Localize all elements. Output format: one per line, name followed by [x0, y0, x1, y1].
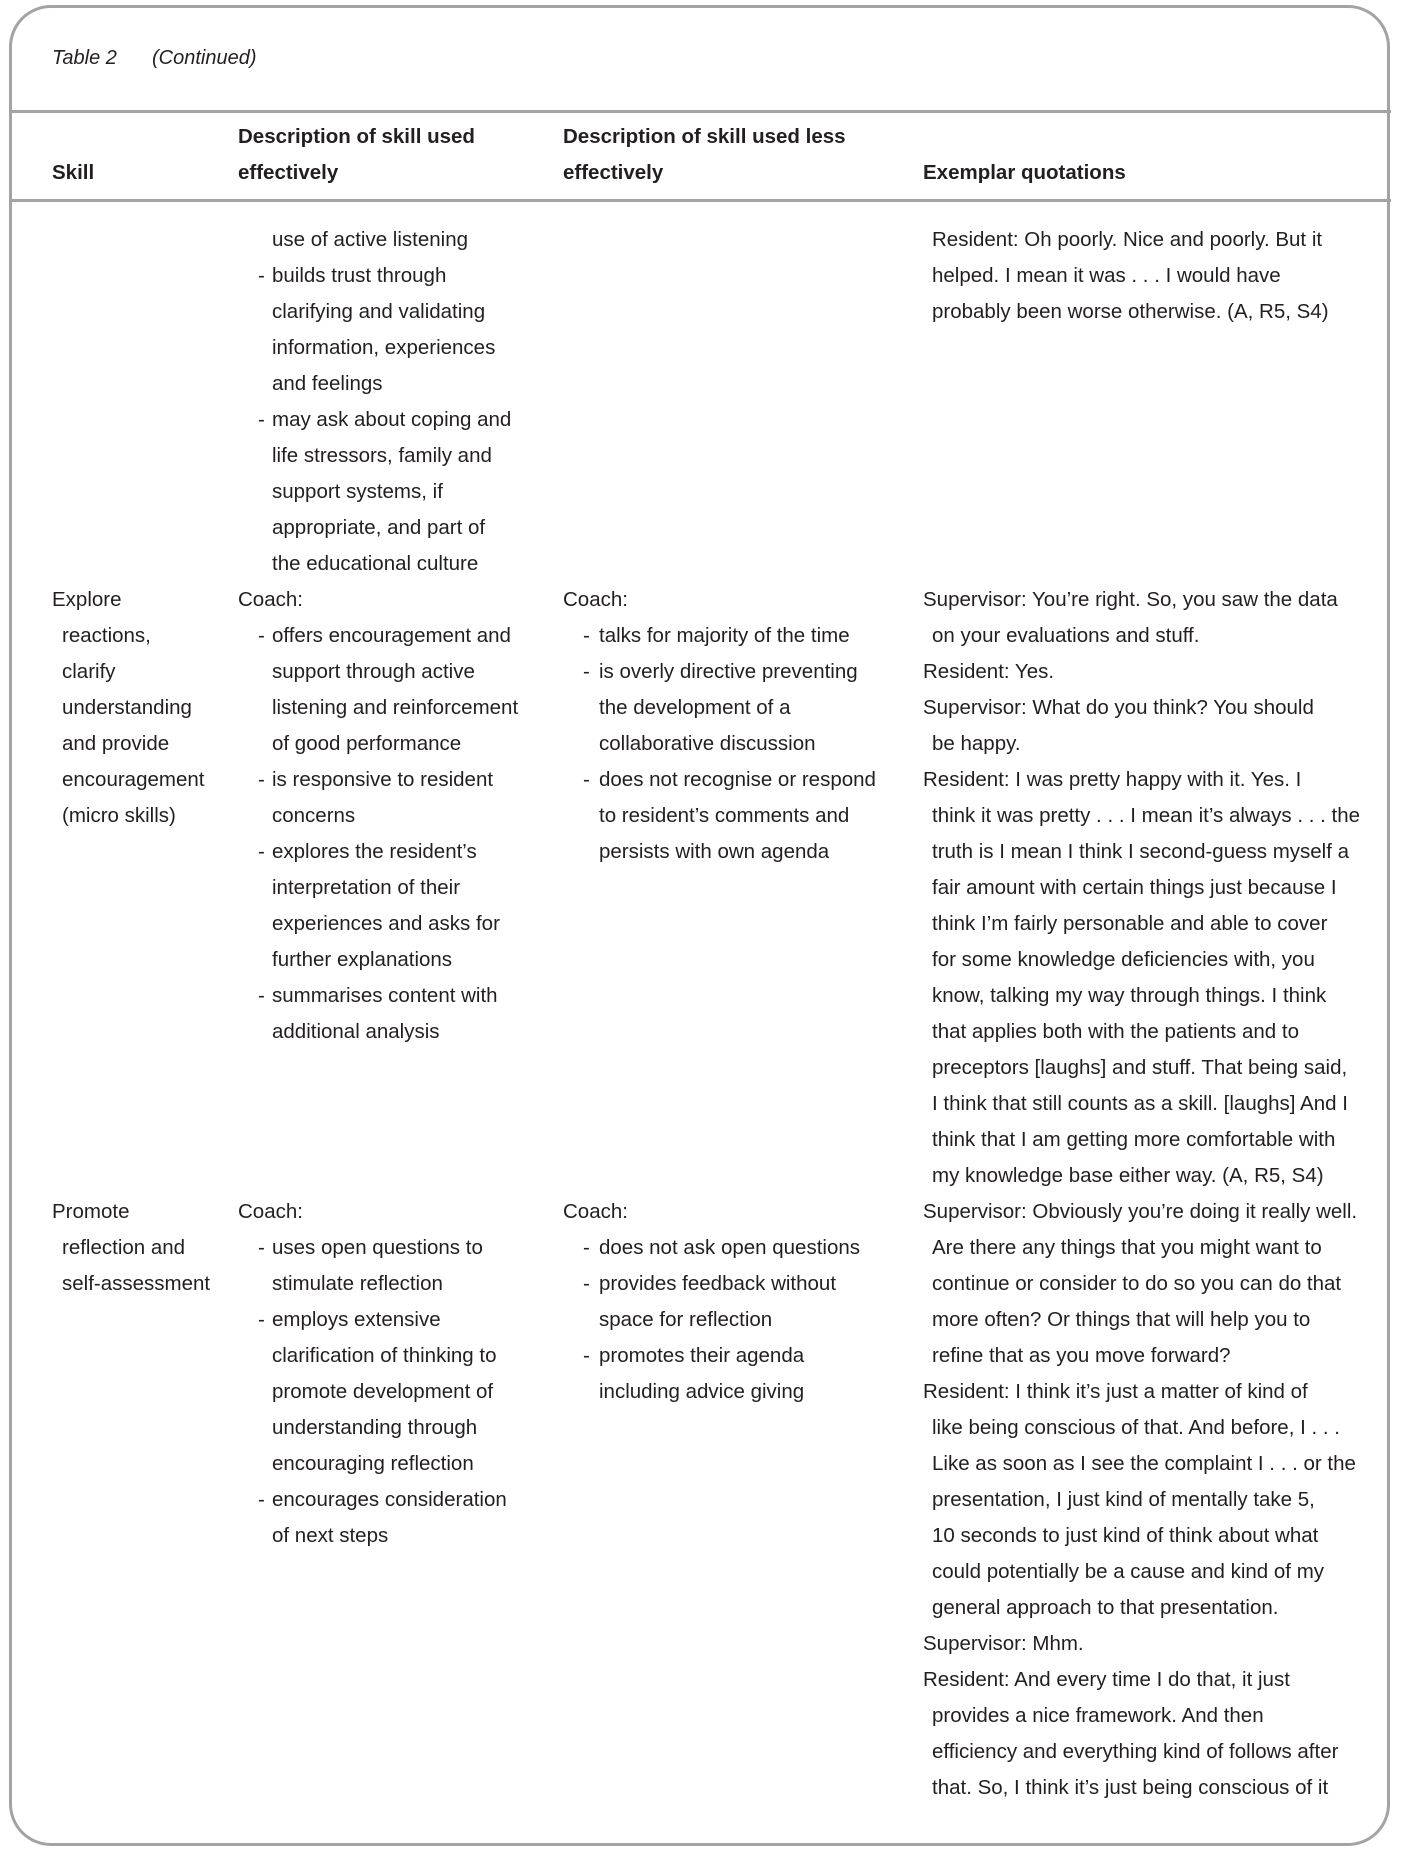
effective-label: Coach:	[238, 588, 303, 611]
effective-item-line: of good performance	[272, 732, 462, 755]
skill-name-line: (micro skills)	[62, 804, 176, 827]
quotation-line: that applies both with the patients and to	[932, 1020, 1299, 1043]
effective-item-line: listening and reinforcement	[272, 696, 519, 719]
bullet-dash: -	[258, 1488, 265, 1511]
effective-item-line: interpretation of their	[272, 876, 461, 899]
bullet-dash: -	[583, 660, 590, 683]
quotation-line: refine that as you move forward?	[932, 1344, 1231, 1367]
effective-item-line: clarifying and validating	[272, 300, 486, 323]
less-effective-item-line: promotes their agenda	[599, 1344, 805, 1367]
header-effective-line2: effectively	[238, 161, 339, 184]
quotation-line: like being conscious of that. And before, I . . .	[932, 1416, 1340, 1439]
effective-item-line: offers encouragement and	[272, 624, 511, 647]
effective-item-line: explores the resident’s	[272, 840, 477, 863]
effective-item-line: uses open questions to	[272, 1236, 483, 1259]
quotation-line: Are there any things that you might want to	[932, 1236, 1322, 1259]
quotation-line: be happy.	[932, 732, 1021, 755]
header-effective-line1: Description of skill used	[238, 125, 475, 148]
bullet-dash: -	[583, 624, 590, 647]
quotation-line: Supervisor: You’re right. So, you saw the data	[923, 588, 1338, 611]
quotation-line: Resident: And every time I do that, it just	[923, 1668, 1290, 1691]
effective-item-line: concerns	[272, 804, 356, 827]
quotation-line: fair amount with certain things just because I	[932, 876, 1337, 899]
effective-item-line: builds trust through	[272, 264, 447, 287]
effective-item-line: information, experiences	[272, 336, 496, 359]
quotation-line: Resident: Oh poorly. Nice and poorly. But it	[932, 228, 1323, 251]
effective-item-line: additional analysis	[272, 1020, 440, 1043]
quotation-line: provides a nice framework. And then	[932, 1704, 1264, 1727]
bullet-dash: -	[583, 1344, 590, 1367]
skill-name-line: reflection and	[62, 1236, 186, 1259]
bullet-dash: -	[583, 768, 590, 791]
quotation-line: Supervisor: What do you think? You should	[923, 696, 1314, 719]
quotation-line: Like as soon as I see the complaint I . . . or the	[932, 1452, 1356, 1475]
effective-item-line: support systems, if	[272, 480, 443, 503]
less-effective-item-line: space for reflection	[599, 1308, 773, 1331]
bullet-dash: -	[258, 408, 265, 431]
effective-item-line: stimulate reflection	[272, 1272, 443, 1295]
effective-item-line: summarises content with	[272, 984, 498, 1007]
effective-item-line: appropriate, and part of	[272, 516, 486, 539]
effective-item-line: and feelings	[272, 372, 383, 395]
skill-name-line: reactions,	[62, 624, 151, 647]
skill-name-line: clarify	[62, 660, 116, 683]
quotation-line: 10 seconds to just kind of think about what	[932, 1524, 1319, 1547]
bullet-dash: -	[258, 1236, 265, 1259]
quotation-line: for some knowledge deficiencies with, you	[932, 948, 1315, 971]
quotation-line: Resident: I was pretty happy with it. Yes. I	[923, 768, 1302, 791]
less-effective-item-line: provides feedback without	[599, 1272, 837, 1295]
header-top-rule	[10, 110, 1391, 113]
table-caption-note: (Continued)	[152, 47, 257, 69]
quotation-line: could potentially be a cause and kind of my	[932, 1560, 1325, 1583]
quotation-line: know, talking my way through things. I think	[932, 984, 1327, 1007]
effective-item-line: employs extensive	[272, 1308, 441, 1331]
quotation-line: think I’m fairly personable and able to cover	[932, 912, 1328, 935]
bullet-dash: -	[583, 1236, 590, 1259]
quotation-line: efficiency and everything kind of follows after	[932, 1740, 1339, 1763]
effective-item-line: may ask about coping and	[272, 408, 512, 431]
quotation-line: think that I am getting more comfortable with	[932, 1128, 1336, 1151]
header-less-effective-line2: effectively	[563, 161, 664, 184]
quotation-line: general approach to that presentation.	[932, 1596, 1279, 1619]
less-effective-item-line: does not recognise or respond	[599, 768, 876, 791]
quotation-line: continue or consider to do so you can do that	[932, 1272, 1342, 1295]
less-effective-item-line: talks for majority of the time	[599, 624, 850, 647]
effective-item-line: clarification of thinking to	[272, 1344, 497, 1367]
bullet-dash: -	[583, 1272, 590, 1295]
quotation-line: think it was pretty . . . I mean it’s always . . . the	[932, 804, 1361, 827]
quotation-line: that. So, I think it’s just being conscious of it	[932, 1776, 1329, 1799]
less-effective-item-line: to resident’s comments and	[599, 804, 850, 827]
quotation-line: presentation, I just kind of mentally take 5,	[932, 1488, 1315, 1511]
effective-item-line: understanding through	[272, 1416, 478, 1439]
bullet-dash: -	[258, 768, 265, 791]
effective-item-line: use of active listening	[272, 228, 469, 251]
header-quotes: Exemplar quotations	[923, 161, 1126, 184]
less-effective-item-line: does not ask open questions	[599, 1236, 860, 1259]
header-skill: Skill	[52, 161, 95, 184]
skill-name-line: Promote	[52, 1200, 130, 1223]
quotation-line: truth is I mean I think I second-guess myself a	[932, 840, 1350, 863]
quotation-line: Resident: I think it’s just a matter of kind of	[923, 1380, 1308, 1403]
less-effective-item-line: the development of a	[599, 696, 791, 719]
table-caption-label: Table 2	[52, 47, 117, 69]
quotation-line: preceptors [laughs] and stuff. That being said,	[932, 1056, 1348, 1079]
quotation-line: probably been worse otherwise. (A, R5, S4)	[932, 300, 1329, 323]
skill-name-line: encouragement	[62, 768, 205, 791]
less-effective-item-line: collaborative discussion	[599, 732, 816, 755]
effective-item-line: support through active	[272, 660, 475, 683]
quotation-line: helped. I mean it was . . . I would have	[932, 264, 1281, 287]
bullet-dash: -	[258, 624, 265, 647]
effective-label: Coach:	[238, 1200, 303, 1223]
effective-item-line: life stressors, family and	[272, 444, 492, 467]
effective-item-line: of next steps	[272, 1524, 389, 1547]
bullet-dash: -	[258, 1308, 265, 1331]
bullet-dash: -	[258, 264, 265, 287]
bullet-dash: -	[258, 840, 265, 863]
skill-name-line: understanding	[62, 696, 192, 719]
header-less-effective-line1: Description of skill used less	[563, 125, 846, 148]
skill-name-line: and provide	[62, 732, 170, 755]
less-effective-item-line: persists with own agenda	[599, 840, 830, 863]
quotation-line: on your evaluations and stuff.	[932, 624, 1200, 647]
quotation-line: I think that still counts as a skill. [laughs] And I	[932, 1092, 1348, 1115]
quotation-line: Supervisor: Mhm.	[923, 1632, 1084, 1655]
effective-item-line: promote development of	[272, 1380, 494, 1403]
less-effective-label: Coach:	[563, 588, 628, 611]
less-effective-item-line: including advice giving	[599, 1380, 805, 1403]
effective-item-line: the educational culture	[272, 552, 479, 575]
less-effective-label: Coach:	[563, 1200, 628, 1223]
effective-item-line: encouraging reflection	[272, 1452, 474, 1475]
effective-item-line: experiences and asks for	[272, 912, 500, 935]
header-bottom-rule	[10, 199, 1391, 202]
skill-name-line: Explore	[52, 588, 122, 611]
quotation-line: my knowledge base either way. (A, R5, S4)	[932, 1164, 1324, 1187]
quotation-line: Resident: Yes.	[923, 660, 1055, 683]
quotation-line: Supervisor: Obviously you’re doing it really well.	[923, 1200, 1358, 1223]
bullet-dash: -	[258, 984, 265, 1007]
skill-name-line: self-assessment	[62, 1272, 211, 1295]
less-effective-item-line: is overly directive preventing	[599, 660, 858, 683]
effective-item-line: is responsive to resident	[272, 768, 494, 791]
quotation-line: more often? Or things that will help you to	[932, 1308, 1311, 1331]
effective-item-line: encourages consideration	[272, 1488, 507, 1511]
effective-item-line: further explanations	[272, 948, 453, 971]
